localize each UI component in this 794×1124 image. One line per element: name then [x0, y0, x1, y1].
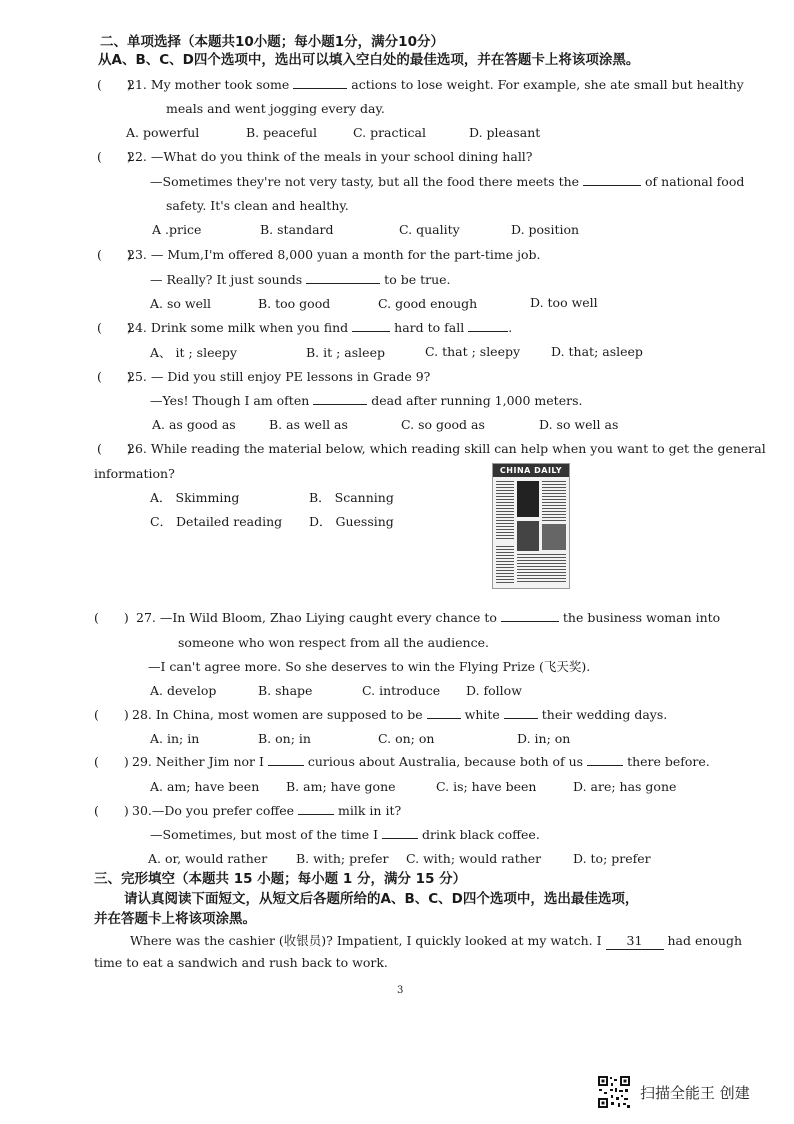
newspaper-photo — [542, 524, 566, 550]
passage-line-2: time to eat a sandwich and rush back to work. — [94, 955, 388, 970]
option-a: A、 it ; sleepy — [150, 345, 237, 360]
answer-blank — [382, 827, 418, 839]
option-a: A. am; have been — [150, 779, 260, 794]
option-c: C. so good as — [401, 417, 485, 432]
passage-line-1: Where was the cashier (收银员)? Impatient, I quickly looked at my watch. I 31 had enough — [130, 933, 743, 948]
answer-paren: ( ) — [97, 77, 132, 92]
section2-title: 二、单项选择（本题共10小题；每小题1分，满分10分） — [100, 34, 444, 50]
answer-paren: ( ) — [97, 320, 132, 335]
option-d: D. pleasant — [469, 125, 541, 140]
option-b: B. standard — [260, 222, 334, 237]
section3-title: 三、完形填空（本题共 15 小题；每小题 1 分，满分 15 分） — [94, 871, 467, 887]
newspaper-text-column — [517, 554, 566, 584]
option-a: A. so well — [150, 296, 211, 311]
answer-blank — [298, 803, 334, 815]
question-25-line2: —Yes! Though I am often dead after running 1,000 meters. — [150, 393, 583, 408]
question-22-line3: safety. It's clean and healthy. — [166, 198, 349, 213]
option-d: D. position — [511, 222, 580, 237]
option-a: A. powerful — [126, 125, 200, 140]
question-26: ( )26. While reading the material below, which reading skill can help when you want to get the general — [97, 441, 766, 456]
question-25: ( )25. — Did you still enjoy PE lessons in Grade 9? — [97, 369, 431, 384]
newspaper-text-column — [496, 546, 514, 584]
answer-blank — [293, 77, 347, 89]
answer-paren: ( ) — [97, 247, 132, 262]
question-22: ( )22. —What do you think of the meals in your school dining hall? — [97, 149, 533, 164]
option-d: D. in; on — [517, 731, 571, 746]
answer-blank — [583, 174, 641, 186]
answer-blank — [501, 610, 559, 622]
option-c: C. with; would rather — [406, 851, 542, 866]
option-b: B． Scanning — [309, 490, 394, 505]
answer-blank — [352, 320, 390, 332]
question-27-line3: —I can't agree more. So she deserves to win the Flying Prize (飞天奖). — [148, 659, 591, 674]
option-b: B. shape — [258, 683, 313, 698]
option-b: B. peaceful — [246, 125, 318, 140]
option-c: C. quality — [399, 222, 460, 237]
question-29: ( ) 29. Neither Jim nor I curious about Australia, because both of us there before. — [94, 754, 710, 769]
option-b: B. it ; asleep — [306, 345, 385, 360]
option-b: B. am; have gone — [286, 779, 396, 794]
option-d: D. so well as — [539, 417, 619, 432]
blank-31: 31 — [606, 933, 664, 950]
newspaper-text-column — [496, 481, 514, 541]
newspaper-image — [492, 463, 570, 589]
question-30-line2: —Sometimes, but most of the time I drink black coffee. — [150, 827, 540, 842]
option-c: C. practical — [353, 125, 426, 140]
newspaper-photo — [517, 481, 539, 517]
question-27: ( ) 27. —In Wild Bloom, Zhao Liying caught every chance to the business woman into — [94, 610, 721, 625]
page-number: 3 — [397, 985, 404, 996]
answer-blank — [587, 754, 623, 766]
answer-blank — [268, 754, 304, 766]
option-c: C. introduce — [362, 683, 441, 698]
newspaper-photo — [517, 521, 539, 551]
option-b: B. as well as — [269, 417, 348, 432]
question-27-line2: someone who won respect from all the audience. — [178, 635, 489, 650]
answer-paren: ( ) — [97, 369, 132, 384]
answer-paren: ( ) — [97, 441, 132, 456]
option-a: A .price — [152, 222, 202, 237]
answer-paren: ( ) — [94, 610, 129, 625]
option-a: A. as good as — [152, 417, 236, 432]
answer-blank — [468, 320, 508, 332]
question-24: ( )24. Drink some milk when you find hard to fall . — [97, 320, 513, 335]
question-23-line2: — Really? It just sounds to be true. — [150, 272, 451, 287]
option-a: A. develop — [150, 683, 217, 698]
option-d: D. follow — [466, 683, 522, 698]
option-a: A. or, would rather — [148, 851, 268, 866]
option-c: C. is; have been — [436, 779, 537, 794]
section3-instruction-2: 并在答题卡上将该项涂黑。 — [94, 911, 256, 927]
option-d: D. to; prefer — [573, 851, 651, 866]
option-b: B. on; in — [258, 731, 311, 746]
option-d: D. that; asleep — [551, 344, 643, 359]
question-21: ( )21. My mother took some actions to lose weight. For example, she ate small but healthy — [97, 77, 744, 92]
option-c: C. good enough — [378, 296, 478, 311]
newspaper-text-column — [542, 481, 566, 521]
option-b: B. with; prefer — [296, 851, 389, 866]
answer-blank — [504, 707, 538, 719]
newspaper-masthead: CHINA DAILY — [493, 464, 569, 477]
question-26-line2: information? — [94, 466, 175, 481]
qr-code-icon — [597, 1075, 631, 1109]
option-c: C. on; on — [378, 731, 435, 746]
answer-paren: ( ) — [94, 707, 129, 722]
option-a: A. in; in — [150, 731, 200, 746]
section3-instruction: 请认真阅读下面短文，从短文后各题所给的A、B、C、D四个选项中，选出最佳选项， — [124, 891, 639, 907]
option-c: C． Detailed reading — [150, 514, 283, 529]
question-28: ( ) 28. In China, most women are supposed to be white their wedding days. — [94, 707, 668, 722]
answer-blank — [306, 272, 380, 284]
answer-blank — [313, 393, 367, 405]
answer-paren: ( ) — [94, 754, 129, 769]
option-a: A． Skimming — [150, 490, 240, 505]
option-d: D． Guessing — [309, 514, 394, 529]
answer-paren: ( ) — [94, 803, 129, 818]
question-23: ( )23. — Mum,I'm offered 8,000 yuan a month for the part-time job. — [97, 247, 541, 262]
option-d: D. too well — [530, 295, 598, 310]
answer-paren: ( ) — [97, 149, 132, 164]
scanner-watermark: 扫描全能王 创建 — [640, 1084, 750, 1102]
answer-blank — [427, 707, 461, 719]
question-30: ( ) 30.—Do you prefer coffee milk in it? — [94, 803, 402, 818]
question-22-line2: —Sometimes they're not very tasty, but all the food there meets the of national food — [150, 174, 745, 189]
question-21-line2: meals and went jogging every day. — [166, 101, 385, 116]
section2-instruction: 从A、B、C、D四个选项中，选出可以填入空白处的最佳选项，并在答题卡上将该项涂黑。 — [98, 52, 640, 68]
option-c: C. that ; sleepy — [425, 344, 521, 359]
option-b: B. too good — [258, 296, 331, 311]
option-d: D. are; has gone — [573, 779, 677, 794]
